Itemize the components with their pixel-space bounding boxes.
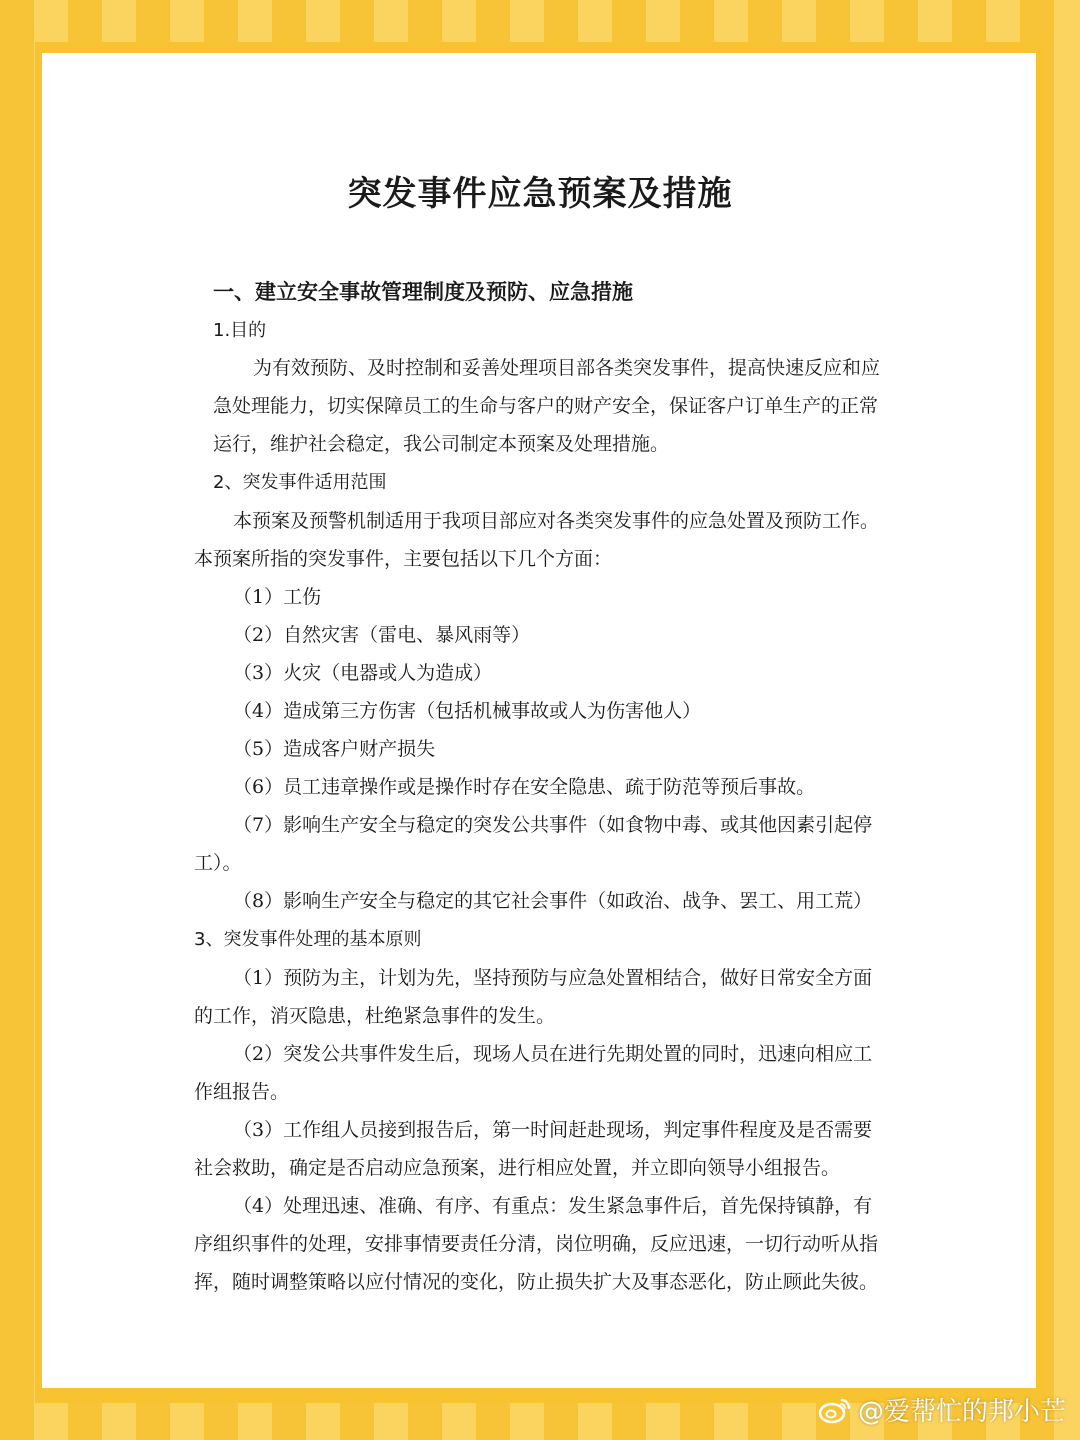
paragraph-line: 序组织事件的处理，安排事情要责任分清，岗位明确，反应迅速，一切行动听从指 — [194, 1233, 879, 1255]
list-item: （8）影响生产安全与稳定的其它社会事件（如政治、战争、罢工、用工荒） — [233, 890, 873, 912]
subsection-heading-purpose: 1.目的 — [213, 320, 267, 341]
list-item: （1）工伤 — [233, 586, 322, 608]
paragraph-line: 的工作，消灭隐患，杜绝紧急事件的发生。 — [194, 1005, 556, 1027]
paragraph-line: 本预案及预警机制适用于我项目部应对各类突发事件的应急处置及预防工作。 — [233, 510, 880, 532]
weibo-icon — [818, 1396, 852, 1424]
paragraph-line: 急处理能力，切实保障员工的生命与客户的财产安全，保证客户订单生产的正常 — [213, 395, 879, 417]
list-item: （4）造成第三方伤害（包括机械事故或人为伤害他人） — [233, 700, 702, 722]
paragraph-line: 社会救助，确定是否启动应急预案，进行相应处置，并立即向领导小组报告。 — [194, 1157, 841, 1179]
list-item: （7）影响生产安全与稳定的突发公共事件（如食物中毒、或其他因素引起停 — [233, 814, 873, 836]
list-item: （3）火灾（电器或人为造成） — [233, 662, 493, 684]
paragraph-line: （1）预防为主，计划为先，坚持预防与应急处置相结合，做好日常安全方面 — [233, 967, 873, 989]
paragraph-line: 为有效预防、及时控制和妥善处理项目部各类突发事件，提高快速反应和应 — [253, 357, 881, 379]
list-item: （6）员工违章操作或是操作时存在安全隐患、疏于防范等预后事故。 — [233, 776, 816, 798]
paragraph-line: （4）处理迅速、准确、有序、有重点：发生紧急事件后，首先保持镇静，有 — [233, 1195, 873, 1217]
section-heading: 一、建立安全事故管理制度及预防、应急措施 — [213, 280, 633, 304]
paragraph-line: （3）工作组人员接到报告后，第一时间赶赴现场，判定事件程度及是否需要 — [233, 1119, 873, 1141]
document-title: 突发事件应急预案及措施 — [347, 174, 733, 214]
paragraph-line: 挥，随时调整策略以应付情况的变化，防止损失扩大及事态恶化，防止顾此失彼。 — [194, 1271, 879, 1293]
subsection-heading-principles: 3、突发事件处理的基本原则 — [194, 929, 422, 950]
paragraph-line: 本预案所指的突发事件，主要包括以下几个方面： — [194, 548, 613, 570]
list-item: （2）自然灾害（雷电、暴风雨等） — [233, 624, 531, 646]
watermark-text: @爱帮忙的邦小芒 — [857, 1397, 1066, 1427]
subsection-heading-scope: 2、突发事件适用范围 — [213, 472, 387, 493]
list-item: （5）造成客户财产损失 — [233, 738, 436, 760]
paragraph-line: 作组报告。 — [194, 1081, 290, 1103]
paragraph-line: 运行，维护社会稳定，我公司制定本预案及处理措施。 — [213, 433, 670, 455]
paragraph-line: （2）突发公共事件发生后，现场人员在进行先期处置的同时，迅速向相应工 — [233, 1043, 873, 1065]
watermark — [818, 1391, 1066, 1428]
list-item-continuation: 工）。 — [194, 852, 242, 874]
